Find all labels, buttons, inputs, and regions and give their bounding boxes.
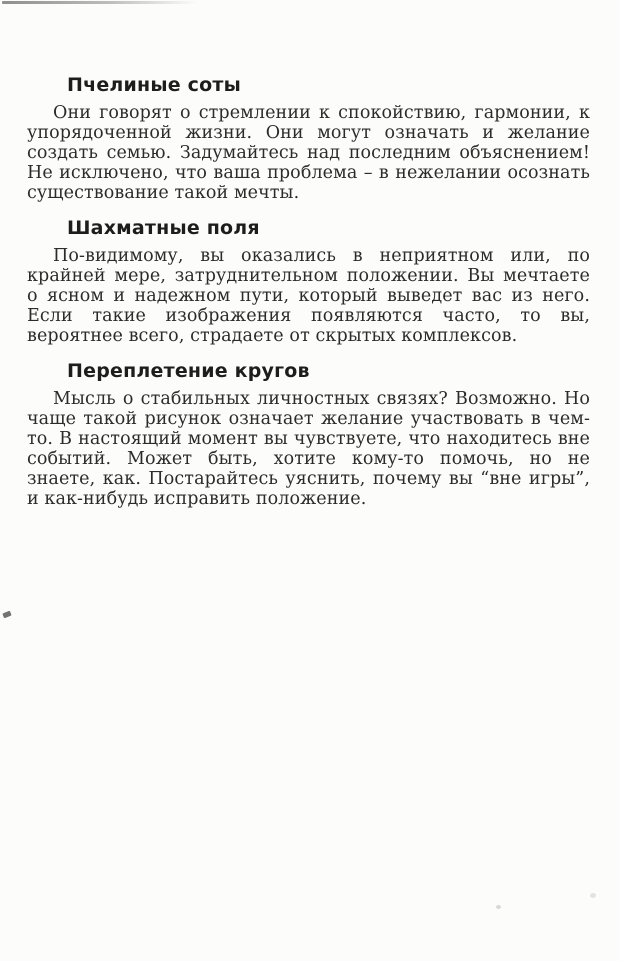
section-honeycombs (27, 74, 590, 203)
section-chess-fields (27, 217, 590, 346)
section-heading-chess-fields: Шахматные поля (67, 217, 260, 239)
scan-artifact-left-tick (2, 611, 11, 619)
section-paragraph-interlocking-circles: Мысль о стабильных личностных связях? Возможно. Но чаще такой рисунок означает желание участвовать в чем-то. В настоящий момент вы чувствуете, что находитесь вне событий. Может быть, хотите кому-то помочь, но не знаете, как. Постарайтесь уяснить, почему вы “вне игры”, и как-нибудь исправить положение. (27, 389, 590, 509)
section-paragraph-honeycombs: Они говорят о стремлении к спокойствию, гармонии, к упорядоченной жизни. Они могут означать и желание создать семью. Задумайтесь над последним объяснением! Не исключено, что ваша проблема – в нежелании осознать существование такой мечты. (27, 103, 590, 203)
section-heading-interlocking-circles: Переплетение кругов (67, 360, 310, 382)
scan-artifact-speckle (496, 905, 501, 909)
page-content (27, 74, 590, 523)
scan-artifact-top-streak (2, 1, 197, 4)
section-interlocking-circles (27, 360, 590, 509)
scan-artifact-speckle (590, 893, 596, 898)
section-paragraph-chess-fields: По-видимому, вы оказались в неприятном или, по крайней мере, затруднительном положении. Вы мечтаете о ясном и надежном пути, который выведет вас из него. Если такие изображения появляются часто, то вы, вероятнее всего, страдаете от скрытых комплексов. (27, 246, 590, 346)
section-heading-honeycombs: Пчелиные соты (67, 74, 241, 96)
